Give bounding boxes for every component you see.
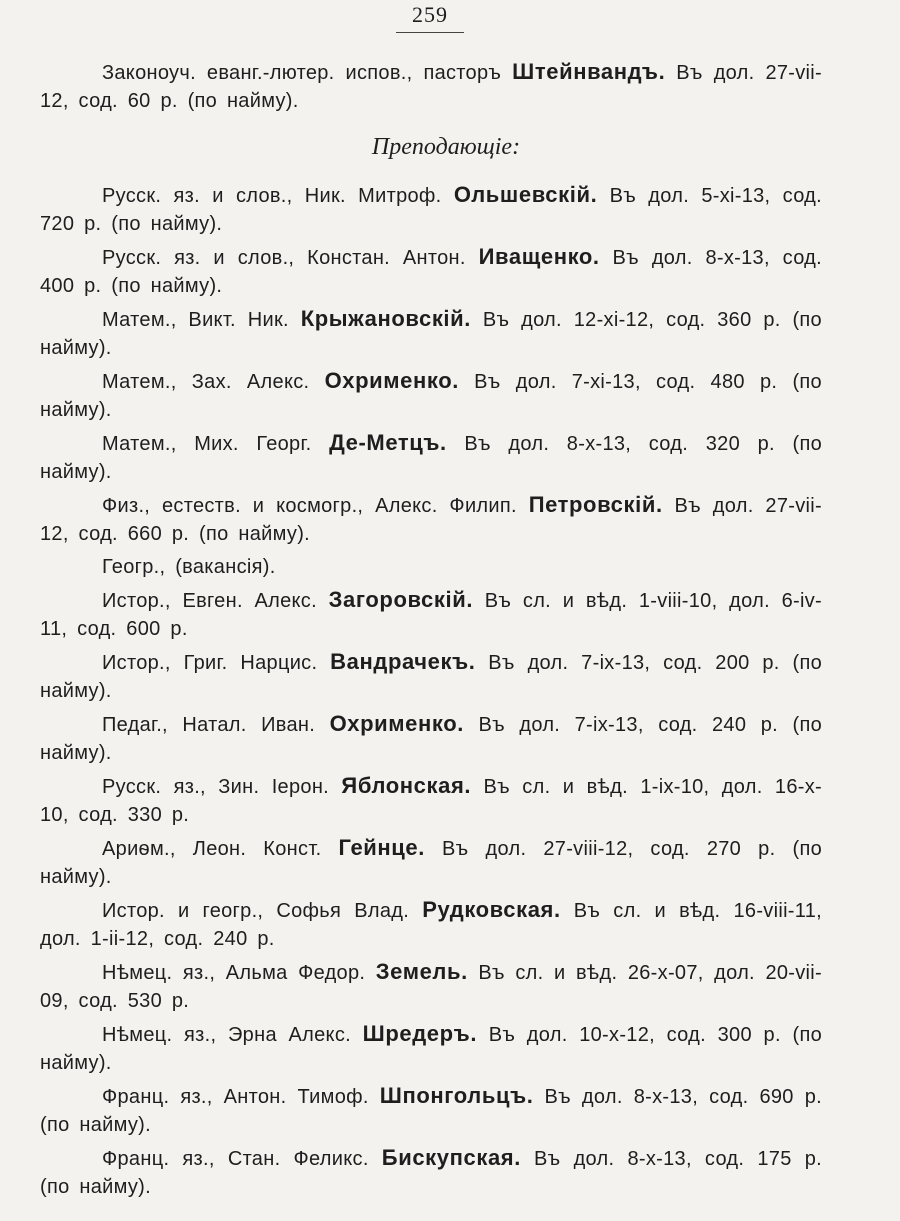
list-item [40, 958, 822, 1015]
list-item [40, 648, 822, 705]
entry-name: Шредеръ. [362, 1021, 478, 1046]
list-item [40, 305, 822, 362]
entry-text: Ариѳм., Леон. Конст. [102, 838, 322, 860]
entry-text: Геогр., (вакансія). [102, 556, 276, 578]
section-heading: Преподающіе: [371, 134, 521, 160]
entry-name: Петровскій. [528, 492, 663, 517]
list-item [40, 710, 822, 767]
entry-text: Русск. яз. и слов., Ник. Митроф. [102, 185, 442, 207]
list-item [40, 367, 822, 424]
entry-text: Нѣмец. яз., Эрна Алекс. [102, 1024, 351, 1046]
entry-text: Матем., Викт. Ник. [102, 309, 289, 331]
list-item [40, 834, 822, 891]
entry-name: Рудковская. [422, 897, 561, 922]
entry-details: Въ сл. и вѣд. 26-x-07, дол. 20-vii-09, сод. 530 р. [40, 962, 822, 1012]
entry-text: Матем., Зах. Алекс. [102, 371, 310, 393]
entry-text: Физ., естеств. и космогр., Алекс. Филип. [102, 495, 517, 517]
entry-name: Земель. [375, 959, 468, 984]
page-content [40, 58, 822, 1206]
entry-text: Русск. яз., Зин. Іерон. [102, 776, 330, 798]
entry-name: Вандрачекъ. [330, 649, 476, 674]
entry-text: Русск. яз. и слов., Констан. Антон. [102, 247, 466, 269]
entry-details: Въ дол. 12-xi-12, сод. 360 р. (по найму). [40, 309, 822, 359]
entry-text: Матем., Мих. Георг. [102, 433, 312, 455]
page-number: 259 [412, 2, 448, 27]
entry-name: Охрименко. [329, 711, 464, 736]
entry-details: Въ дол. 8-x-13, сод. 690 р. (по найму). [40, 1086, 823, 1136]
entry-name: Шпонгольцъ. [379, 1083, 534, 1108]
entry-text: Нѣмец. яз., Альма Федор. [102, 962, 366, 984]
entry-name: Ольшевскій. [453, 182, 598, 207]
entry-text: Истор. и геогр., Софья Влад. [102, 900, 410, 922]
entry-name: Иващенко. [478, 244, 600, 269]
list-item [40, 181, 822, 238]
entry-details: Въ дол. 8-x-13, сод. 320 р. (по найму). [40, 433, 823, 483]
entry-details: Въ сл. и вѣд. 1-viii-10, дол. 6-iv-11, сод. 600 р. [40, 590, 823, 640]
entry-details: Въ дол. 10-x-12, сод. 300 р. (по найму). [40, 1024, 822, 1074]
entry-details: Въ сл. и вѣд. 16-viii-11, дол. 1-ii-12, сод. 240 р. [40, 900, 822, 950]
entry-details: Въ дол. 8-x-13, сод. 175 р. (по найму). [40, 1148, 823, 1198]
entry-details: Въ дол. 27-vii-12, сод. 60 р. (по найму). [40, 62, 823, 112]
list-item [40, 243, 822, 300]
entry-name: Яблонская. [341, 773, 472, 798]
page-number-rule [396, 32, 464, 33]
entry-name: Штейнвандъ. [512, 59, 666, 84]
entry-name: Охрименко. [324, 368, 459, 393]
list-item [40, 553, 822, 581]
entry-details: Въ сл. и вѣд. 1-ix-10, дол. 16-x-10, сод. 330 р. [40, 776, 822, 826]
list-item [40, 1020, 822, 1077]
intro-entry [40, 58, 822, 115]
entry-text: Истор., Григ. Нарцис. [102, 652, 318, 674]
entry-details: Въ дол. 27-viii-12, сод. 270 р. (по найму). [40, 838, 823, 888]
list-item [40, 429, 822, 486]
entry-name: Гейнце. [338, 835, 425, 860]
entry-details: Въ дол. 5-xi-13, сод. 720 р. (по найму). [40, 185, 823, 235]
entry-text: Франц. яз., Стан. Феликс. [102, 1148, 369, 1170]
list-item [40, 586, 822, 643]
entry-name: Бискупская. [381, 1145, 521, 1170]
entry-details: Въ дол. 7-ix-13, сод. 240 р. (по найму). [40, 714, 823, 764]
entry-details: Въ дол. 7-xi-13, сод. 480 р. (по найму). [40, 371, 822, 421]
list-item [40, 1144, 822, 1201]
list-item [40, 896, 822, 953]
entry-details: Въ дол. 8-x-13, сод. 400 р. (по найму). [40, 247, 823, 297]
list-item [40, 772, 822, 829]
list-item [40, 1082, 822, 1139]
entry-text: Истор., Евген. Алекс. [102, 590, 317, 612]
entry-text: Франц. яз., Антон. Тимоф. [102, 1086, 369, 1108]
entry-name: Крыжановскій. [300, 306, 471, 331]
entry-text: Законоуч. еванг.-лютер. испов., пасторъ [102, 62, 502, 84]
entry-name: Загоровскій. [328, 587, 474, 612]
entries-list [40, 181, 822, 1201]
entry-details: Въ дол. 7-ix-13, сод. 200 р. (по найму). [40, 652, 823, 702]
entry-text: Педаг., Натал. Иван. [102, 714, 316, 736]
list-item [40, 491, 822, 548]
entry-details: Въ дол. 27-vii-12, сод. 660 р. (по найму). [40, 495, 822, 545]
entry-name: Де-Метцъ. [329, 430, 447, 455]
